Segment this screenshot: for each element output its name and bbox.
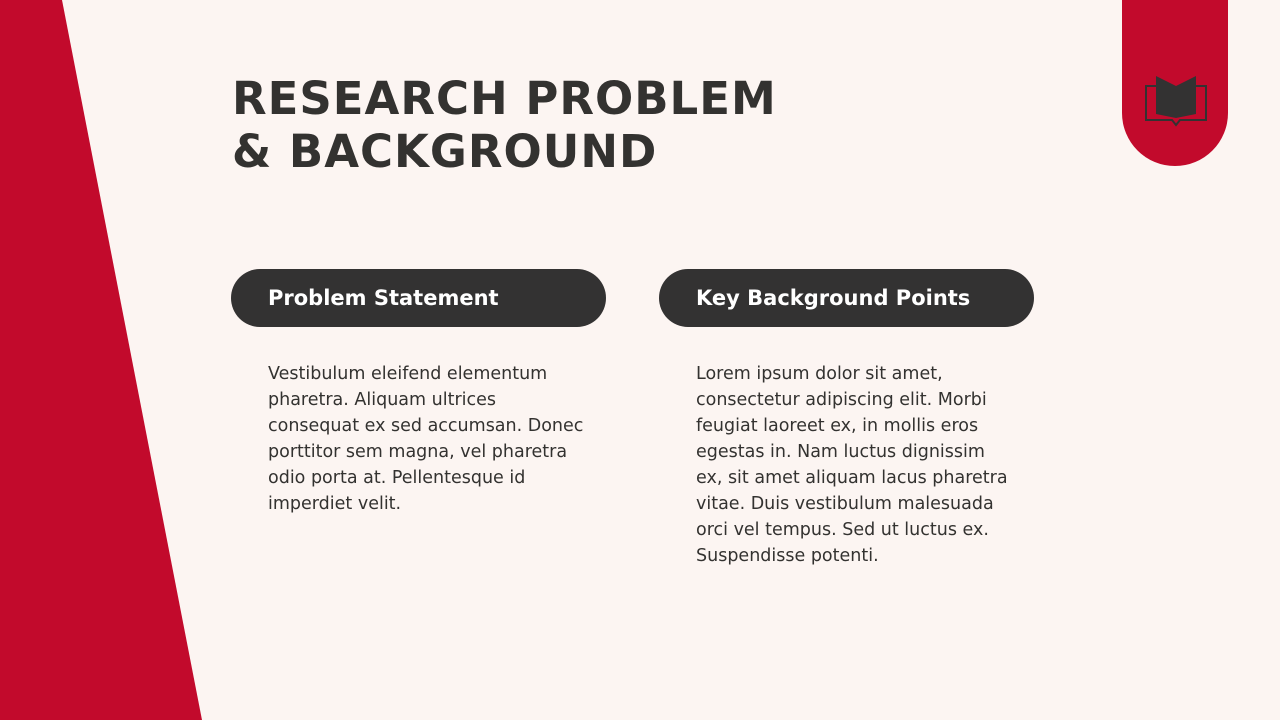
title-line-1: RESEARCH PROBLEM (232, 72, 777, 125)
title-line-2: & BACKGROUND (232, 125, 658, 178)
problem-statement-text: Vestibulum eleifend elementum pharetra. Aliquam ultrices consequat ex sed accumsan. Donec porttitor sem magna, vel pharetra odio porta at. Pellentesque id imperdiet velit. (268, 364, 584, 514)
key-background-text: Lorem ipsum dolor sit amet, consectetur adipiscing elit. Morbi feugiat laoreet ex, in mollis eros egestas in. Nam luctus dignissim ex, sit amet aliquam lacus pharetra vitae. Duis vestibulum malesuada orci vel tempus. Sed ut luctus ex. Suspendisse potenti. (696, 364, 1008, 566)
key-background-heading: Key Background Points (659, 269, 1034, 327)
page-title (232, 72, 777, 178)
bookmark-tab (1122, 0, 1228, 166)
open-book-icon (1144, 72, 1208, 128)
problem-statement-heading: Problem Statement (231, 269, 606, 327)
